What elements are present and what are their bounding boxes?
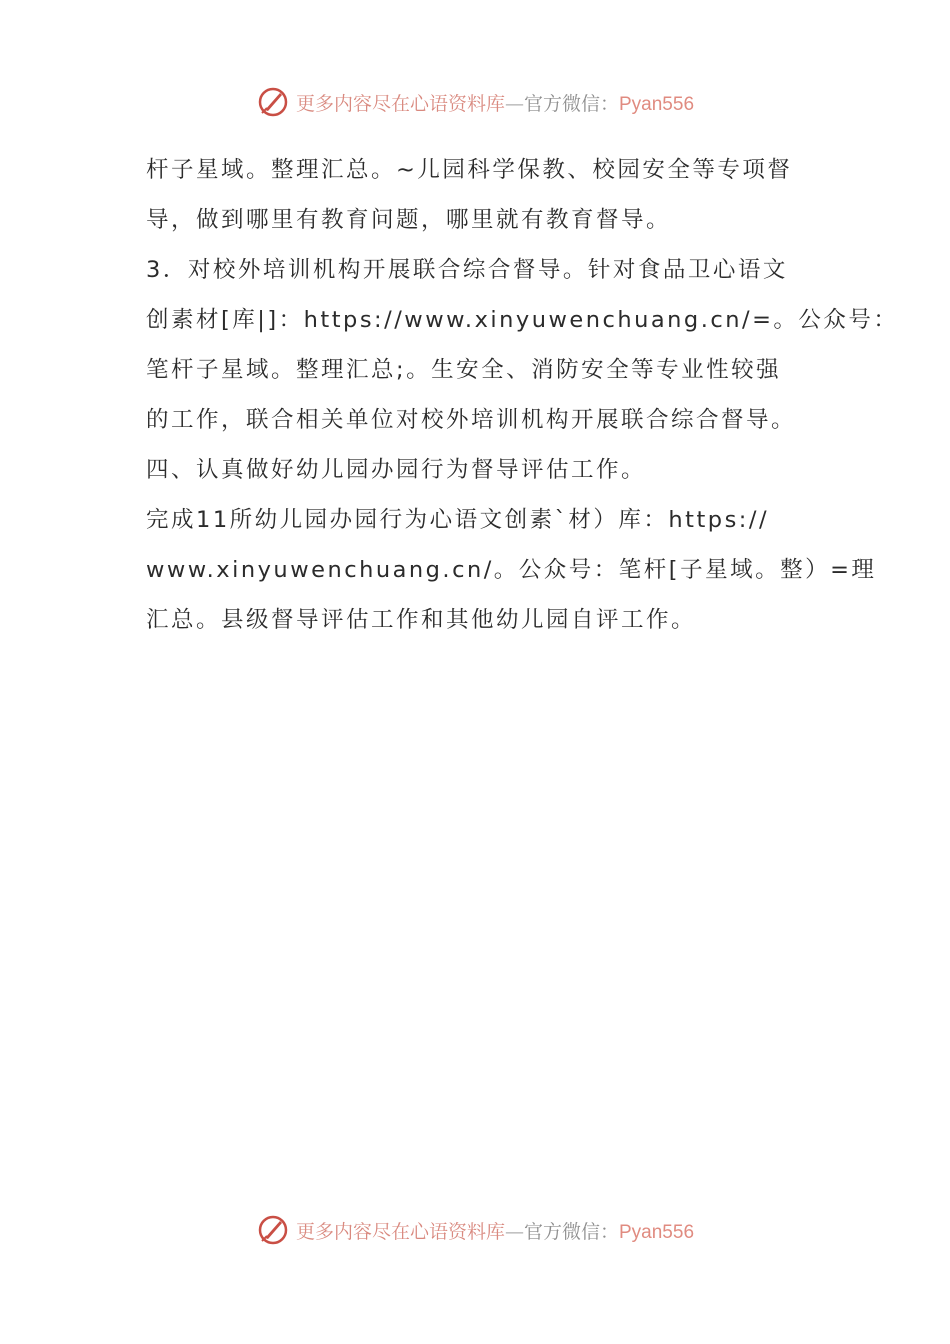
footer-banner-separator: — — [504, 1220, 524, 1243]
footer-banner — [0, 1210, 950, 1250]
quill-logo-icon — [256, 1213, 290, 1247]
body-line: www.xinyuwenchuang.cn/。公众号：笔杆[子星域。整）=理 — [146, 557, 877, 583]
body-line: 笔杆子星域。整理汇总;。生安全、消防安全等专业性较强 — [146, 357, 782, 383]
body-line: 完成11所幼儿园办园行为心语文创素`材）库：https:// — [146, 507, 770, 533]
header-banner — [0, 82, 950, 122]
header-wechat-label: 官方微信： — [523, 92, 619, 115]
footer-banner-text — [296, 1217, 694, 1244]
footer-wechat-id: Pyan556 — [619, 1221, 695, 1243]
body-line: 的工作，联合相关单位对校外培训机构开展联合综合督导。 — [146, 407, 797, 433]
document-body — [146, 145, 899, 645]
body-line: 创素材[库|]：https://www.xinyuwenchuang.cn/=。公众号： — [146, 307, 899, 333]
body-line: 汇总。县级督导评估工作和其他幼儿园自评工作。 — [146, 607, 697, 633]
body-line: 导，做到哪里有教育问题，哪里就有教育督导。 — [146, 207, 672, 233]
body-line: 3．对校外培训机构开展联合综合督导。针对食品卫心语文 — [146, 257, 788, 283]
header-banner-text — [296, 89, 694, 116]
section-heading: 四、认真做好幼儿园办园行为督导评估工作。 — [146, 457, 647, 483]
body-line: 杆子星域。整理汇总。~儿园科学保教、校园安全等专项督 — [146, 157, 793, 183]
header-wechat-id: Pyan556 — [619, 93, 695, 115]
footer-banner-main: 更多内容尽在心语资料库 — [295, 1220, 505, 1243]
footer-wechat-label: 官方微信： — [523, 1220, 619, 1243]
header-banner-separator: — — [504, 92, 524, 115]
quill-logo-icon — [256, 85, 290, 119]
header-banner-main: 更多内容尽在心语资料库 — [295, 92, 505, 115]
